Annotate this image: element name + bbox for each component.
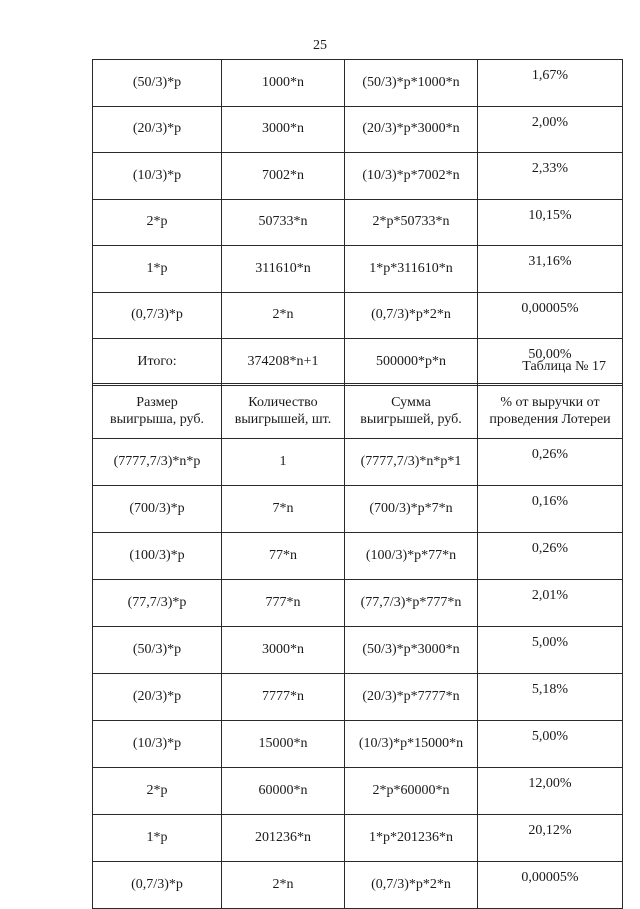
cell-prize-sum: (0,7/3)*p*2*n xyxy=(345,862,478,909)
cell-prize-amount: (7777,7/3)*n*p xyxy=(93,439,222,486)
cell-prize-amount: 2*p xyxy=(93,768,222,815)
cell-revenue-percent: 0,26% xyxy=(478,439,623,486)
table-row xyxy=(93,815,623,862)
header-text-line: Размер xyxy=(136,395,178,410)
cell-prize-count: 77*n xyxy=(222,533,345,580)
header-text-line: % от выручки от xyxy=(500,395,600,410)
cell-prize-count: 50733*n xyxy=(222,199,345,246)
header-text-line: проведения Лотереи xyxy=(489,412,611,427)
cell-prize-sum: 500000*p*n xyxy=(345,339,478,386)
table-row xyxy=(93,721,623,768)
cell-prize-count: 311610*n xyxy=(222,246,345,293)
cell-prize-sum: (77,7/3)*p*777*n xyxy=(345,580,478,627)
cell-prize-sum: (50/3)*p*1000*n xyxy=(345,60,478,107)
cell-prize-sum: 2*p*50733*n xyxy=(345,199,478,246)
table-row xyxy=(93,439,623,486)
cell-revenue-percent: 0,00005% xyxy=(478,292,623,339)
cell-revenue-percent: 5,18% xyxy=(478,674,623,721)
cell-prize-sum: (100/3)*p*77*n xyxy=(345,533,478,580)
cell-prize-amount: Итого: xyxy=(93,339,222,386)
table-row xyxy=(93,862,623,909)
cell-prize-amount: (100/3)*p xyxy=(93,533,222,580)
cell-prize-sum: 1*p*311610*n xyxy=(345,246,478,293)
cell-revenue-percent: 31,16% xyxy=(478,246,623,293)
cell-prize-amount: 2*p xyxy=(93,199,222,246)
cell-prize-amount: (10/3)*p xyxy=(93,721,222,768)
cell-prize-count: 3000*n xyxy=(222,627,345,674)
table-row xyxy=(93,486,623,533)
cell-prize-amount: (700/3)*p xyxy=(93,486,222,533)
header-text-line: Сумма xyxy=(391,395,431,410)
header-text-line: выигрышей, руб. xyxy=(360,412,462,427)
header-revenue-percent xyxy=(478,384,623,439)
cell-revenue-percent: 5,00% xyxy=(478,721,623,768)
cell-revenue-percent: 5,00% xyxy=(478,627,623,674)
table-row xyxy=(93,674,623,721)
cell-revenue-percent: 50,00% xyxy=(478,339,623,386)
cell-prize-amount: 1*p xyxy=(93,815,222,862)
cell-prize-amount: (20/3)*p xyxy=(93,674,222,721)
table-row xyxy=(93,60,623,107)
cell-prize-count: 15000*n xyxy=(222,721,345,768)
cell-prize-sum: (50/3)*p*3000*n xyxy=(345,627,478,674)
prize-table-17 xyxy=(92,383,623,909)
cell-prize-count: 1000*n xyxy=(222,60,345,107)
prize-table-continued xyxy=(92,59,623,386)
cell-prize-count: 777*n xyxy=(222,580,345,627)
cell-prize-count: 2*n xyxy=(222,292,345,339)
cell-prize-sum: (700/3)*p*7*n xyxy=(345,486,478,533)
table-row xyxy=(93,246,623,293)
cell-prize-count: 7777*n xyxy=(222,674,345,721)
table-row xyxy=(93,292,623,339)
table-header-row xyxy=(93,384,623,439)
header-text-line: Количество xyxy=(248,395,318,410)
table-caption: Таблица № 17 xyxy=(522,359,606,374)
cell-revenue-percent: 1,67% xyxy=(478,60,623,107)
header-prize-count xyxy=(222,384,345,439)
cell-prize-sum: 2*p*60000*n xyxy=(345,768,478,815)
cell-revenue-percent: 0,00005% xyxy=(478,862,623,909)
cell-revenue-percent: 2,00% xyxy=(478,106,623,153)
table-row xyxy=(93,580,623,627)
header-text-line: выигрыша, руб. xyxy=(110,412,204,427)
cell-prize-amount: (0,7/3)*p xyxy=(93,862,222,909)
cell-prize-sum: (10/3)*p*7002*n xyxy=(345,153,478,200)
cell-prize-sum: (0,7/3)*p*2*n xyxy=(345,292,478,339)
cell-prize-count: 3000*n xyxy=(222,106,345,153)
cell-prize-count: 7*n xyxy=(222,486,345,533)
header-text-line: выигрышей, шт. xyxy=(234,412,332,427)
cell-prize-amount: 1*p xyxy=(93,246,222,293)
table-row xyxy=(93,533,623,580)
cell-prize-count: 374208*n+1 xyxy=(222,339,345,386)
cell-revenue-percent: 0,26% xyxy=(478,533,623,580)
table-row xyxy=(93,627,623,674)
header-prize-amount xyxy=(93,384,222,439)
page-number: 25 xyxy=(313,38,327,53)
cell-prize-sum: (20/3)*p*7777*n xyxy=(345,674,478,721)
cell-prize-sum: (20/3)*p*3000*n xyxy=(345,106,478,153)
cell-prize-amount: (50/3)*p xyxy=(93,627,222,674)
cell-revenue-percent: 2,33% xyxy=(478,153,623,200)
cell-revenue-percent: 20,12% xyxy=(478,815,623,862)
cell-prize-amount: (20/3)*p xyxy=(93,106,222,153)
cell-revenue-percent: 10,15% xyxy=(478,199,623,246)
cell-revenue-percent: 12,00% xyxy=(478,768,623,815)
cell-prize-count: 60000*n xyxy=(222,768,345,815)
header-prize-sum xyxy=(345,384,478,439)
cell-prize-count: 7002*n xyxy=(222,153,345,200)
cell-prize-sum: 1*p*201236*n xyxy=(345,815,478,862)
table-row xyxy=(93,106,623,153)
cell-prize-amount: (10/3)*p xyxy=(93,153,222,200)
cell-revenue-percent: 0,16% xyxy=(478,486,623,533)
cell-prize-count: 2*n xyxy=(222,862,345,909)
cell-prize-count: 1 xyxy=(222,439,345,486)
cell-prize-amount: (50/3)*p xyxy=(93,60,222,107)
cell-prize-count: 201236*n xyxy=(222,815,345,862)
cell-prize-sum: (10/3)*p*15000*n xyxy=(345,721,478,768)
cell-prize-amount: (77,7/3)*p xyxy=(93,580,222,627)
table-row xyxy=(93,153,623,200)
table-row xyxy=(93,768,623,815)
table-row xyxy=(93,199,623,246)
cell-prize-amount: (0,7/3)*p xyxy=(93,292,222,339)
cell-prize-sum: (7777,7/3)*n*p*1 xyxy=(345,439,478,486)
cell-revenue-percent: 2,01% xyxy=(478,580,623,627)
